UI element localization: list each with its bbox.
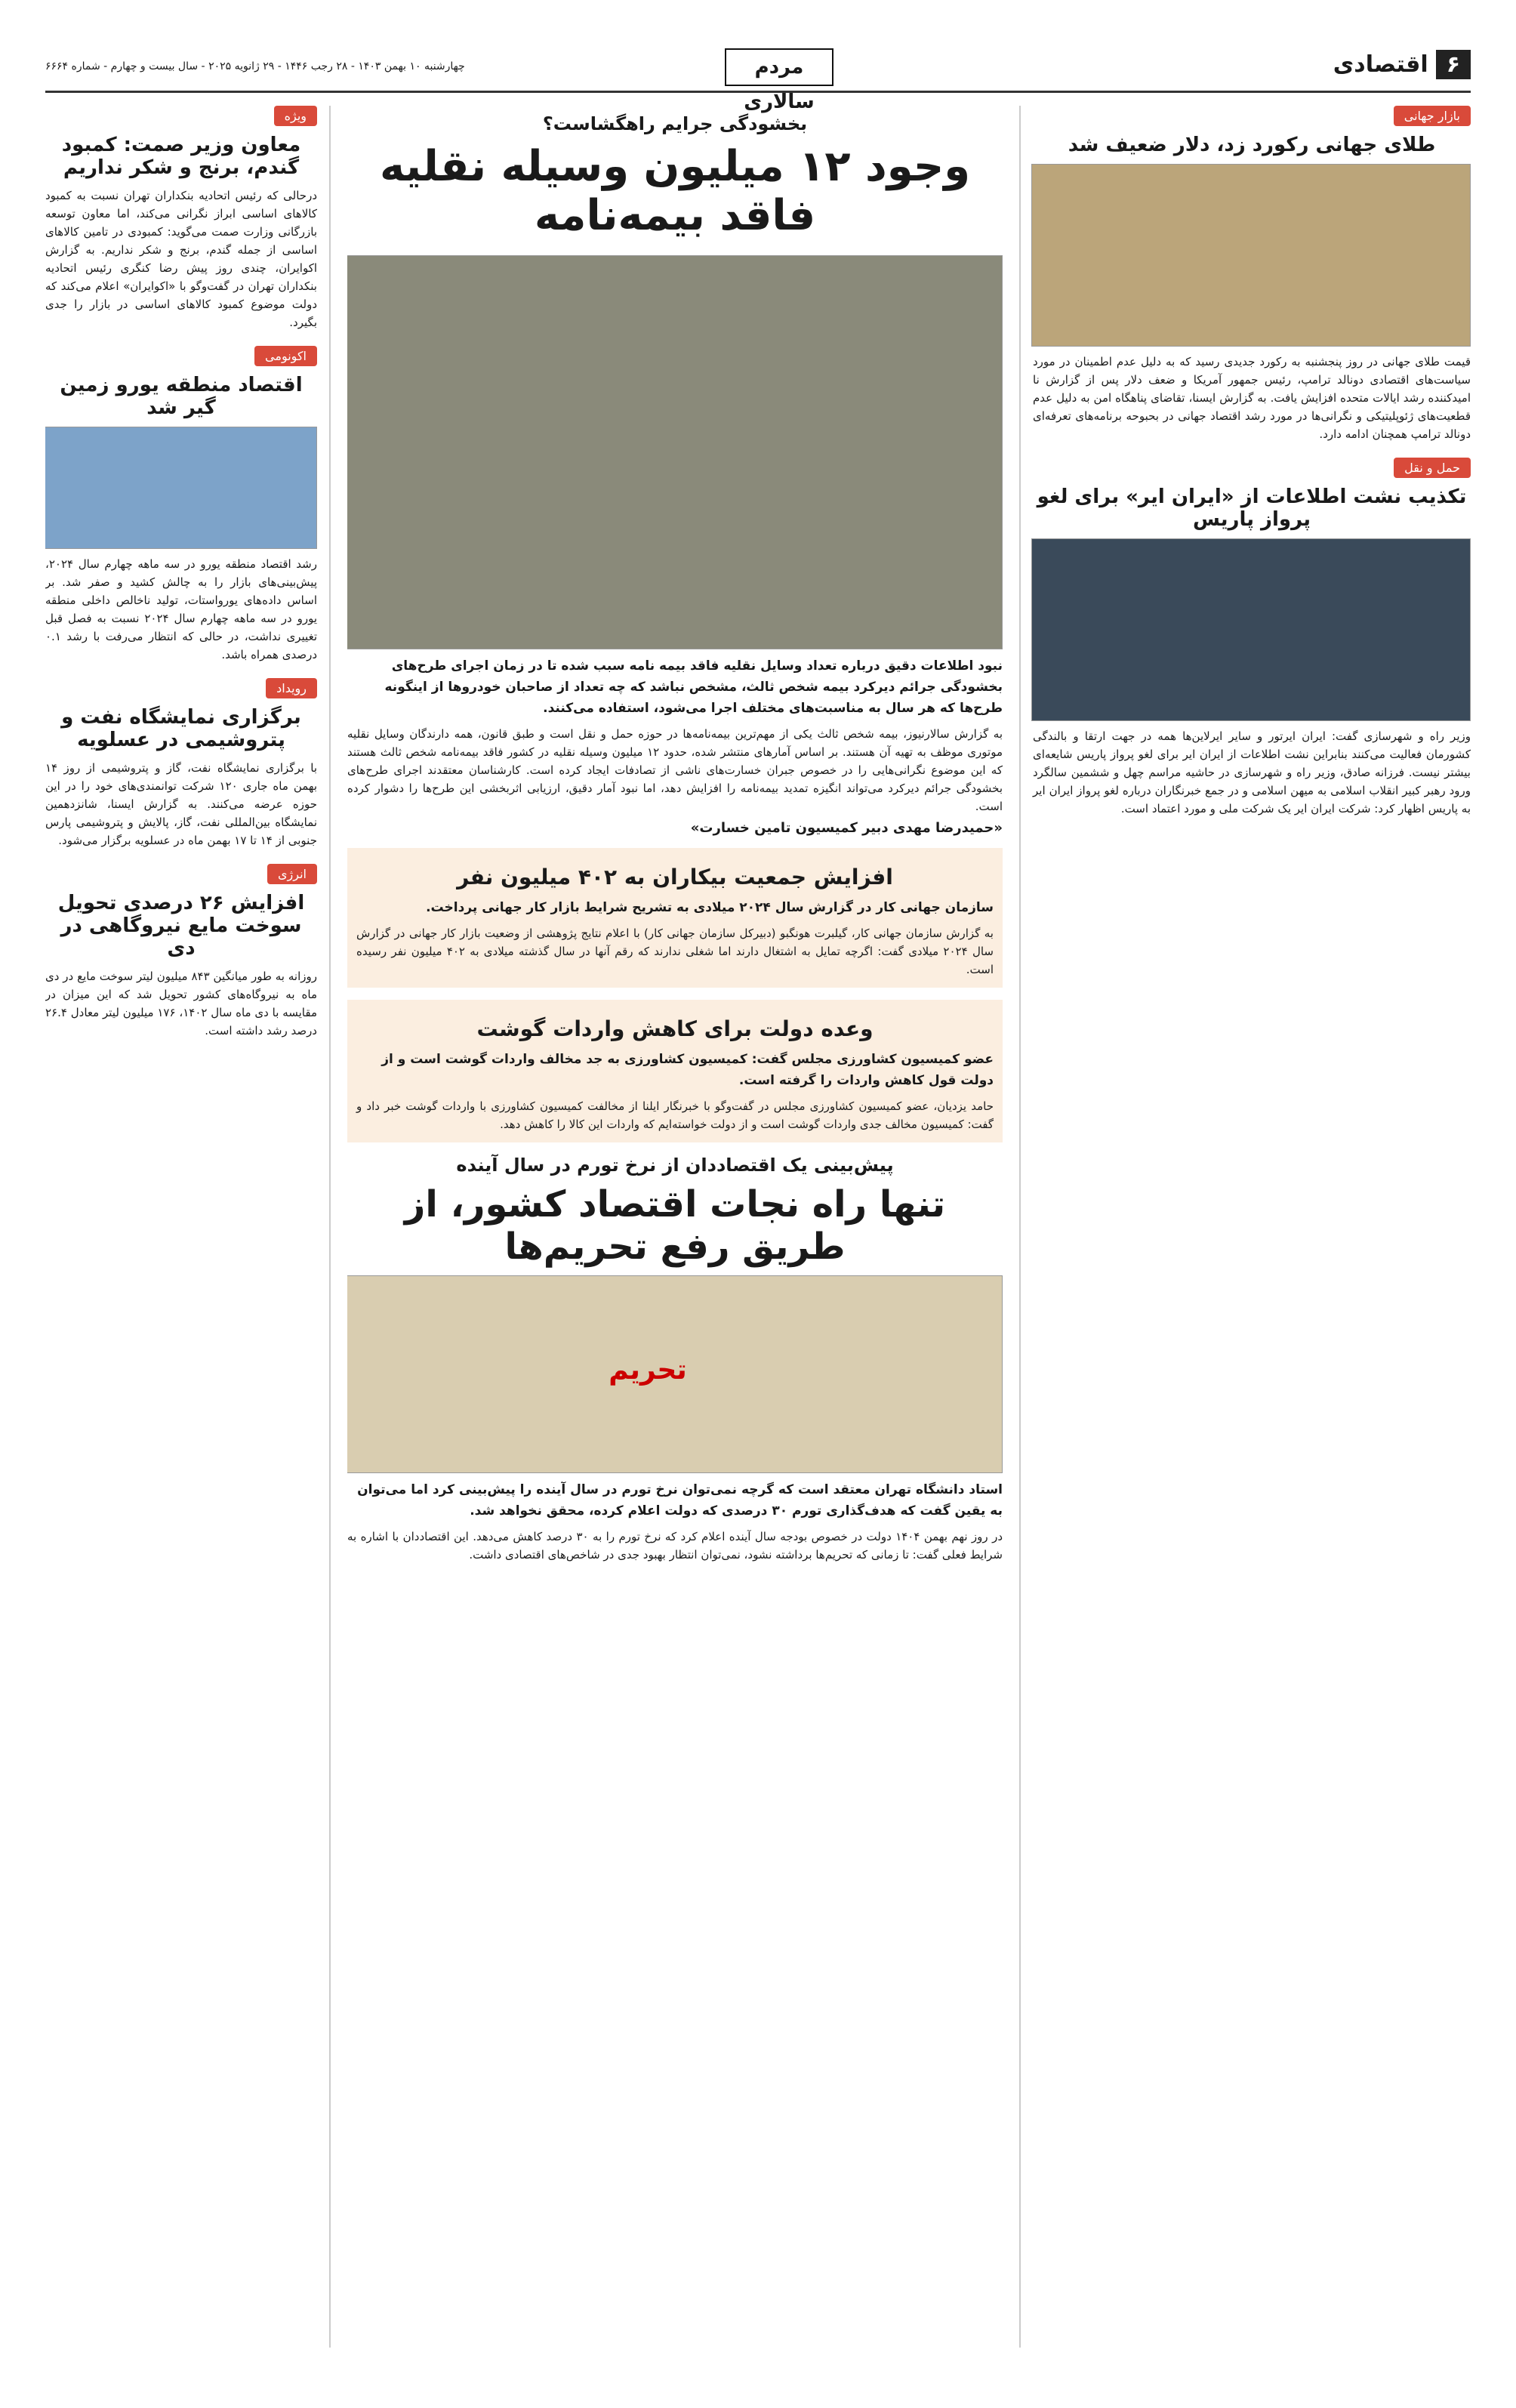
euro-tag: اکونومی (254, 346, 317, 366)
page-number: ۶ (1436, 50, 1471, 79)
flight-title: تکذیب نشت اطلاعات از «ایران ایر» برای لغو پرواز پاریس (1037, 486, 1467, 531)
meat-body: حامد یزدیان، عضو کمیسیون کشاورزی مجلس در گفت‌وگو با خبرنگار ایلنا از مخالفت کمیسیون کشاورزی با واردات گوشت خبر داد و گفت: کمیسیون مخالف جدی واردات گوشت است و از دولت خواسته‌ایم که واردات این کالا را کاهش دهد. (356, 1099, 994, 1131)
wheat-title: معاون وزیر صمت: کمبود گندم، برنج و شکر نداریم (61, 134, 301, 179)
gold-bars-image (1031, 164, 1471, 347)
gold-tag: بازار جهانی (1394, 106, 1471, 126)
masthead (45, 45, 1471, 113)
wheat-body: درحالی که رئیس اتحادیه بنکداران تهران نسبت به کمبود کالاهای اساسی ابراز نگرانی می‌کند، اما معاون توسعه بازرگانی وزارت صمت می‌گوید: کمبودی در تامین کالاهای اساسی از جمله گندم، برنج و شکر نداریم. به گزارش اکوایران، چندی روز پیش رضا کنگری رئیس اتحادیه بنکداران تهران در گفت‌وگو با «اکوایران» اعلام می‌کند که دولت موضوع کمبود کالاهای اساسی در بازار را جدی بگیرد. (45, 189, 317, 329)
flight-tag: حمل و نقل (1394, 458, 1471, 478)
gold-body: قیمت طلای جهانی در روز پنجشنبه به رکورد جدیدی رسید که به دلیل عدم اطمینان در مورد سیاست‌های اقتصادی دونالد ترامپ، رئیس جمهور آمریکا و ضعف دلار پس از گزارش نا امیدکننده رشد ایالات متحده افزایش یافت. به گزارش ایسنا، تقاضای پناهگاه امن به دلیل عدم قطعیت‌های ژئوپلیتیکی و نگرانی‌ها در مورد رشد اقتصاد جهانی در بحبوحه برنامه‌های تعرفه‌ای دونالد ترامپ همچنان ادامه دارد. (1033, 355, 1471, 441)
meat-title: وعده دولت برای کاهش واردات گوشت (476, 1016, 874, 1041)
main-kicker: بخشودگی جرایم راهگشاست؟ (542, 113, 808, 134)
fuel-body: روزانه به طور میانگین ۸۴۳ میلیون لیتر سوخت مایع در دی ماه به نیروگاه‌های کشور تحویل شد که این میزان در مقایسه با دی ماه سال ۱۴۰۲، ۱۷۶ میلیون لیتر معادل ۲۶.۴ درصد رشد داشته است. (45, 970, 318, 1038)
unemployment-box (347, 848, 1003, 988)
petro-tag: رویداد (266, 678, 317, 698)
main-lead: نبود اطلاعات دقیق درباره تعداد وسایل نقلیه فاقد بیمه نامه سبب شده تا در زمان اجرای طرح‌های بخشودگی جرائم دیرکرد بیمه شخص ثالث، مشخص نباشد که چه تعداد از صاحبان خودروها از اینگونه طرح‌ها که هر سال به مناسبت‌های مختلف اجرا می‌شود، استفاده می‌کنند. (384, 658, 1003, 716)
section-title (1333, 50, 1471, 79)
inflation-kicker: پیش‌بینی یک اقتصاددان از نرخ تورم در سال آینده (456, 1155, 894, 1176)
traffic-photo (347, 255, 1003, 649)
main-quote: «حمیدرضا مهدی دبیر کمیسیون تامین خسارت» (690, 820, 1003, 836)
euro-body: رشد اقتصاد منطقه یورو در سه ماهه چهارم سال ۲۰۲۴، پیش‌بینی‌های بازار را به چالش کشید و صفر شد. بر اساس داده‌های یورواستات، تولید ناخالص داخلی منطقه یورو در سه ماهه چهارم سال ۲۰۲۴ نسبت به فصل قبل تغییری نداشت، در حالی که انتظار می‌رفت با رشد ۰.۱ درصدی همراه باشد. (45, 557, 318, 661)
center-column (347, 106, 1003, 2348)
wheat-tag: ویژه (274, 106, 317, 126)
right-column (1019, 106, 1471, 2348)
euro-coin-image (45, 427, 317, 549)
gold-title: طلای جهانی رکورد زد، دلار ضعیف شد (1068, 134, 1436, 156)
fuel-tag: انرژی (267, 864, 317, 884)
fuel-title: افزایش ۲۶ درصدی تحویل سوخت مایع نیروگاهی در دی (57, 892, 305, 960)
airplane-image (1031, 538, 1471, 721)
unemployment-title: افزایش جمعیت بیکاران به ۴۰۲ میلیون نفر (457, 865, 893, 890)
section-label: اقتصادی (1333, 51, 1428, 78)
flight-body: وزیر راه و شهرسازی گفت: ایران ایرتور و سایر ایرلاین‌ها همه در جهت ارتقا و بالندگی کشورمان فعالیت می‌کنند بنابراین نشت اطلاعات از ایران ایر برای لغو پرواز پاریس شایعه‌ای بیشتر نیست. فرزانه صادق، وزیر راه و شهرسازی در حاشیه مراسم چهل و ششمین سالگرد ورود رهبر کبیر انقلاب اسلامی به میهن اسلامی و در جمع خبرنگاران درباره لغو پرواز ایران ایر به پاریس اظهار کرد: شرکت ایران ایر یک شرکت ملی و مورد اعتماد است. (1033, 729, 1471, 816)
unemployment-body: به گزارش سازمان جهانی کار، گیلبرت هونگبو (دبیرکل سازمان جهانی کار) با اعلام نتایج پژوهشی از وضعیت بازار کار جهانی در گزارش سال ۲۰۲۴ میلادی گفت: اگرچه تمایل به اشتغال دارند اما شغلی ندارند که رقم آنها در سال گذشته میلادی به ۴۰۲ میلیون نفر رسیده است. (356, 927, 994, 976)
inflation-body: در روز نهم بهمن ۱۴۰۴ دولت در خصوص بودجه سال آینده اعلام کرد که نرخ تورم را به ۳۰ درصد کاهش می‌دهد. این اقتصاددان با اشاره به شرایط فعلی گفت: تا زمانی که تحریم‌ها برداشته نشود، نمی‌توان انتظار بهبود جدی در شاخص‌های اقتصادی داشت. (347, 1530, 1003, 1562)
petro-body: با برگزاری نمایشگاه نفت، گاز و پتروشیمی از روز ۱۴ بهمن ماه جاری ۱۲۰ شرکت توانمندی‌های خود را در این حوزه عرضه می‌کنند. به گزارش ایسنا، شانزدهمین نمایشگاه بین‌المللی نفت، گاز، پالایش و پتروشیمی پارس جنوبی از ۱۴ تا ۱۷ بهمن ماه در عسلویه برگزار می‌شود. (45, 761, 318, 847)
issue-line: چهارشنبه ۱۰ بهمن ۱۴۰۳ - ۲۸ رجب ۱۴۴۶ - ۲۹ ژانویه ۲۰۲۵ - سال بیست و چهارم - شماره ۶۶۶۴ (45, 60, 465, 72)
euro-title: اقتصاد منطقه یورو زمین گیر شد (60, 374, 303, 419)
newspaper-logo: مردم سالاری (725, 48, 833, 86)
main-body: به گزارش سالارنیوز، بیمه شخص ثالث یکی از مهم‌ترین بیمه‌نامه‌ها در حوزه حمل و نقل است و طبق قانون، همه دارندگان وسایل نقلیه موتوری موظف به تهیه آن هستند. بر اساس آمارهای منتشر شده، حدود ۱۲ میلیون وسیله نقلیه در کشور فاقد بیمه‌نامه شخص ثالث هستند که این موضوع نگرانی‌هایی را در خصوص جبران خسارت‌های ناشی از تصادفات ایجاد کرده است. کارشناسان معتقدند اجرای طرح‌های بخشودگی جرائم دیرکرد می‌تواند انگیزه تمدید بیمه‌نامه را افزایش دهد، اما نبود آمار دقیق، ارزیابی اثربخشی این طرح‌ها را دشوار کرده است. (347, 727, 1003, 813)
unemployment-lead: سازمان جهانی کار در گزارش سال ۲۰۲۴ میلادی به تشریح شرایط بازار کار جهانی پرداخت. (426, 900, 994, 915)
left-column (45, 106, 331, 2348)
meat-lead: عضو کمیسیون کشاورزی مجلس گفت: کمیسیون کشاورزی به جد مخالف واردات گوشت است و از دولت قول کاهش واردات را گرفته است. (381, 1052, 994, 1088)
meat-box (347, 1000, 1003, 1142)
main-headline: وجود ۱۲ میلیون وسیله نقلیه فاقد بیمه‌نامه (379, 142, 971, 240)
map-stamp-label: تحریم (609, 1355, 687, 1386)
sanctions-map-image (347, 1275, 1003, 1473)
petro-title: برگزاری نمایشگاه نفت و پتروشیمی در عسلویه (61, 706, 301, 751)
inflation-headline: تنها راه نجات اقتصاد کشور، از طریق رفع تحریم‌ها (404, 1183, 946, 1268)
inflation-lead: استاد دانشگاه تهران معتقد است که گرچه نمی‌توان نرخ تورم در سال آینده را پیش‌بینی کرد اما می‌توان به یقین گفت که هدف‌گذاری تورم ۳۰ درصدی که دولت اعلام کرده، محقق نخواهد شد. (357, 1482, 1003, 1518)
